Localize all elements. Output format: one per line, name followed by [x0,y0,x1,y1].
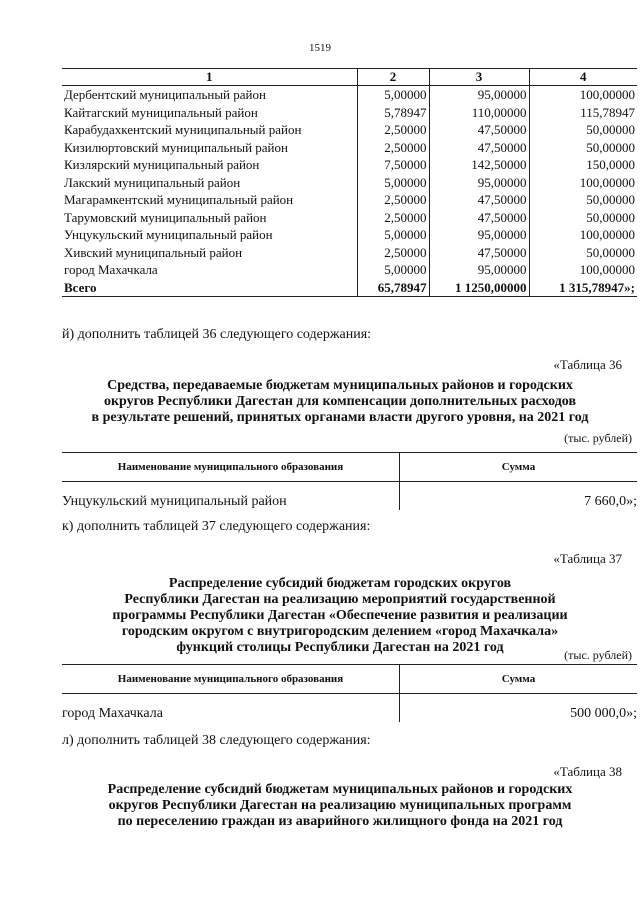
value-cell: 47,50000 [429,139,529,157]
value-cell: 95,00000 [429,86,529,104]
value-cell: 2,50000 [357,209,429,227]
municipality-cell: Лакский муниципальный район [64,174,241,190]
value-cell: 5,00000 [357,226,429,244]
value-cell: 50,00000 [529,209,637,227]
value-cell: 47,50000 [429,209,529,227]
row-value: 500 000,0»; [570,706,637,721]
title-line: Распределение субсидий бюджетам муниципальных районов и городских [107,782,573,797]
value-cell: 50,00000 [529,139,637,157]
column-header-name: Наименование муниципального образования [62,453,400,481]
table-row [62,226,637,244]
value-cell: 5,00000 [357,261,429,279]
value-cell: 150,0000 [529,156,637,174]
municipality-cell: Карабудахкентский муниципальный район [64,122,302,137]
table-36 [62,452,637,510]
title-line: функций столицы Республики Дагестан на 2021 год [176,640,504,655]
table-row [62,139,637,157]
column-header-name: Наименование муниципального образования [62,665,400,693]
value-cell: 100,00000 [529,86,637,104]
table-37-label: «Таблица 37 [553,551,622,566]
municipality-cell: Магарамкентский муниципальный район [64,192,294,207]
value-cell: 142,50000 [429,156,529,174]
value-cell: 47,50000 [429,121,529,139]
row-name: город Махачкала [62,706,163,721]
municipality-cell: Кизилюртовский муниципальный район [64,139,288,155]
value-cell: 100,00000 [529,174,637,192]
paragraph-k: к) дополнить таблицей 37 следующего содержания: [62,519,371,534]
municipality-cell: город Махачкала [64,262,158,277]
municipality-cell: Всего [62,279,357,297]
table-row [62,244,637,262]
value-cell: 1 315,78947»; [529,279,637,297]
municipality-cell: Кизлярский муниципальный район [64,157,260,172]
table-row [62,209,637,227]
table-35-continuation [62,68,637,297]
table-37-unit: (тыс. рублей) [564,648,632,662]
table-row [62,261,637,279]
value-cell: 2,50000 [357,121,429,139]
table-row [62,191,637,209]
municipality-cell: Хивский муниципальный район [64,244,243,260]
municipality-cell: Тарумовский муниципальный район [64,209,267,225]
column-header-sum: Сумма [501,461,536,473]
table-row [62,174,637,192]
paragraph-y: й) дополнить таблицей 36 следующего содержания: [62,327,372,342]
table-row [62,86,637,104]
value-cell: 5,00000 [357,86,429,104]
title-line: в результате решений, принятых органами власти другого уровня, на 2021 год [91,410,589,425]
value-cell: 95,00000 [429,226,529,244]
column-header: 4 [529,69,637,86]
value-cell: 50,00000 [529,121,637,139]
table-row [62,121,637,139]
title-line: программы Республики Дагестан «Обеспечение развития и реализации [112,608,568,623]
column-header: 3 [429,69,529,86]
value-cell: 95,00000 [429,261,529,279]
row-value: 7 660,0»; [584,494,637,509]
title-line: округов Республики Дагестан на реализацию муниципальных программ [108,798,572,813]
municipality-cell: Унцукульский муниципальный район [64,227,273,242]
column-header-sum: Сумма [501,673,536,685]
value-cell: 95,00000 [429,174,529,192]
value-cell: 2,50000 [357,244,429,262]
column-header: 1 [62,69,357,86]
table-38-label: «Таблица 38 [553,764,622,779]
title-line: Распределение субсидий бюджетам городских округов [168,576,512,591]
title-line: городским округом с внутригородским делением «город Махачкала» [121,624,559,639]
value-cell: 100,00000 [529,261,637,279]
page-number: 1519 [309,42,331,54]
value-cell: 5,00000 [357,174,429,192]
title-line: Республики Дагестан на реализацию мероприятий государственной [124,592,556,607]
table-36-unit: (тыс. рублей) [564,431,632,445]
table-36-label: «Таблица 36 [553,357,622,372]
value-cell: 65,78947 [357,279,429,297]
value-cell: 115,78947 [529,104,637,122]
value-cell: 50,00000 [529,244,637,262]
value-cell: 2,50000 [357,191,429,209]
table-38-title [40,782,640,830]
column-header: 2 [357,69,429,86]
value-cell: 110,00000 [429,104,529,122]
title-line: округов Республики Дагестан для компенсации дополнительных расходов [103,394,577,409]
value-cell: 2,50000 [357,139,429,157]
table-row [62,104,637,122]
value-cell: 50,00000 [529,191,637,209]
table-37 [62,664,637,722]
table-37-title [40,576,640,656]
municipality-cell: Кайтагский муниципальный район [64,104,258,120]
title-line: по переселению граждан из аварийного жилищного фонда на 2021 год [117,814,563,829]
value-cell: 7,50000 [357,156,429,174]
table-36-title [40,378,640,426]
value-cell: 1 1250,00000 [429,279,529,297]
total-row [62,279,637,297]
paragraph-l: л) дополнить таблицей 38 следующего содержания: [62,733,371,748]
value-cell: 47,50000 [429,191,529,209]
municipality-cell: Дербентский муниципальный район [64,87,266,102]
title-line: Средства, передаваемые бюджетам муниципальных районов и городских [107,378,573,393]
value-cell: 5,78947 [357,104,429,122]
row-name: Унцукульский муниципальный район [62,494,287,509]
table-row [62,156,637,174]
value-cell: 47,50000 [429,244,529,262]
value-cell: 100,00000 [529,226,637,244]
